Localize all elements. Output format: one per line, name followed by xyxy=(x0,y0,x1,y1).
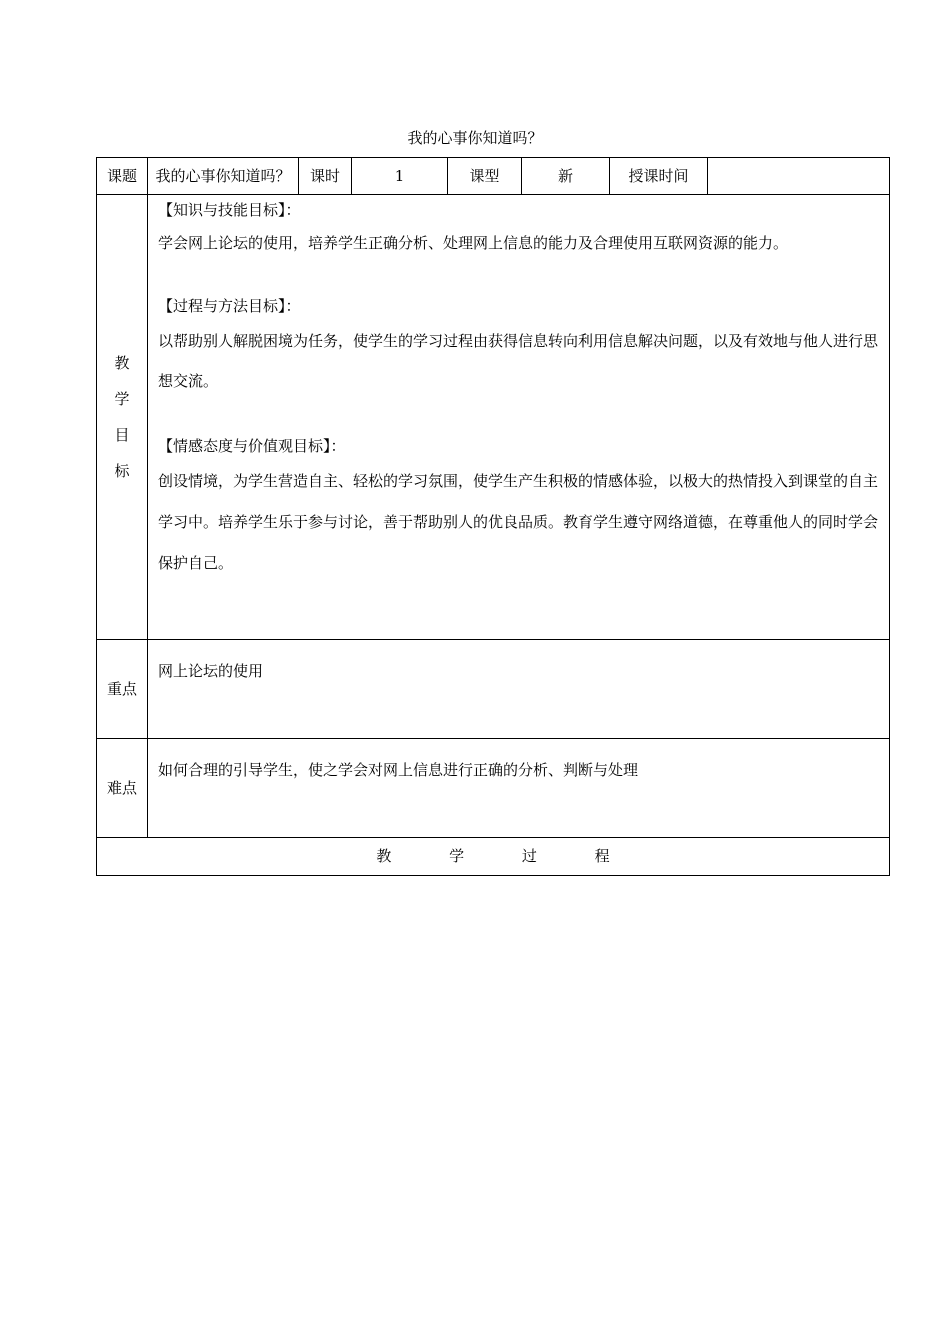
process-label-char: 过 xyxy=(521,847,537,865)
objectives-label-char: 教 xyxy=(114,354,130,372)
objectives-label-char: 标 xyxy=(114,462,130,480)
period-label: 课时 xyxy=(299,158,352,195)
knowledge-heading: 【知识与技能目标】： xyxy=(158,201,301,219)
period-value: 1 xyxy=(352,158,448,195)
objectives-row xyxy=(97,195,890,640)
key-point-row xyxy=(97,640,890,739)
time-label: 授课时间 xyxy=(610,158,708,195)
process-heading-cell xyxy=(97,838,890,876)
time-value xyxy=(708,158,890,195)
objectives-label-char: 学 xyxy=(114,390,130,408)
type-value: 新 xyxy=(522,158,610,195)
process-text: 以帮助别人解脱困境为任务，使学生的学习过程由获得信息转向利用信息解决问题，以及有效地与他人进行思想交流。 xyxy=(158,332,879,390)
objectives-label-char: 目 xyxy=(114,426,130,444)
process-label-char: 教 xyxy=(376,847,392,865)
type-label: 课型 xyxy=(448,158,522,195)
process-label-char: 程 xyxy=(594,847,610,865)
lesson-plan-table xyxy=(96,157,890,876)
document-title: 我的心事你知道吗？ xyxy=(407,129,543,147)
difficulty-row xyxy=(97,739,890,838)
difficulty-text: 如何合理的引导学生，使之学会对网上信息进行正确的分析、判断与处理 xyxy=(148,739,890,838)
topic-label: 课题 xyxy=(97,158,148,195)
objectives-label xyxy=(97,195,148,640)
objectives-content xyxy=(148,195,890,640)
key-point-label: 重点 xyxy=(97,640,148,739)
key-point-text: 网上论坛的使用 xyxy=(148,640,890,739)
emotion-text: 创设情境，为学生营造自主、轻松的学习氛围，使学生产生积极的情感体验，以极大的热情投入到课堂的自主学习中。培养学生乐于参与讨论，善于帮助别人的优良品质。教育学生遵守网络道德，在尊重他人的同时学会保护自己。 xyxy=(158,472,879,572)
knowledge-text: 学会网上论坛的使用，培养学生正确分析、处理网上信息的能力及合理使用互联网资源的能力。 xyxy=(158,234,789,252)
process-row xyxy=(97,838,890,876)
header-row xyxy=(97,158,890,195)
process-label-char: 学 xyxy=(449,847,465,865)
emotion-heading: 【情感态度与价值观目标】： xyxy=(158,437,346,455)
topic-value: 我的心事你知道吗？ xyxy=(148,158,299,195)
process-heading: 【过程与方法目标】： xyxy=(158,297,301,315)
difficulty-label: 难点 xyxy=(97,739,148,838)
